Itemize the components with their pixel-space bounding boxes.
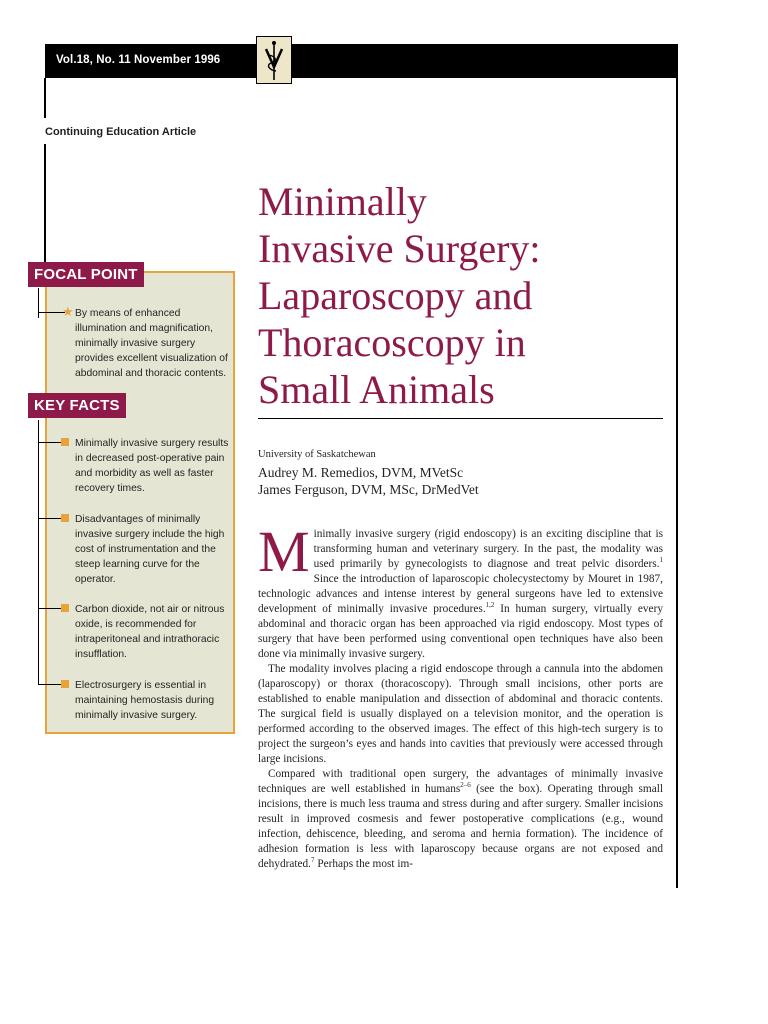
square-bullet-icon [61, 514, 69, 522]
square-bullet-icon [61, 680, 69, 688]
sidebar-connector [38, 420, 39, 685]
page-left-rule-lower [44, 144, 46, 262]
bullet-leader [38, 442, 62, 443]
bullet-leader [38, 608, 62, 609]
drop-cap: M [258, 519, 310, 584]
article-category: Continuing Education Article [45, 126, 197, 138]
body-paragraph: Minimally invasive surgery (rigid endoscopy) is an exciting discipline that is transforming human and veterinary surgery. In the past, the modality was used primarily by gynecologists to diagnose and treat pelvic disorders.$^1$ Since the introduction of laparoscopic cholecystectomy by Mouret in 1987, technologic advances and intense interest by general surgeons have led to extensive development of minimally invasive procedures.$^{1,2}$ In human surgery, virtually every abdominal and thoracic organ has been approached via rigid endoscopy. Most types of surgery that have been performed using conventional open techniques have also been done via minimally invasive surgery. [258, 519, 663, 660]
bullet-leader [38, 518, 62, 519]
bullet-leader [38, 684, 62, 685]
title-line: Invasive Surgery: [258, 226, 541, 271]
key-fact: Disadvantages of minimally invasive surgery include the high cost of instrumentation and the steep learning curve for the operator. [75, 514, 225, 585]
focal-point-label: FOCAL POINT [28, 262, 144, 287]
key-fact: Carbon dioxide, not air or nitrous oxide, is recommended for intraperitoneal and intrathoracic insufflation. [75, 604, 225, 660]
caduceus-v-icon [256, 36, 292, 84]
article-title [258, 178, 658, 413]
bullet-leader [38, 312, 65, 313]
square-bullet-icon [61, 438, 69, 446]
affiliation: University of Saskatchewan [258, 449, 376, 460]
page-left-rule [44, 78, 46, 118]
author: Audrey M. Remedios, DVM, MVetSc [258, 465, 464, 480]
article-body [258, 519, 664, 872]
focal-point-text: By means of enhanced illumination and magnification, minimally invasive surgery provides excellent visualization of abdominal and thoracic contents. [75, 308, 228, 379]
star-icon: ★ [62, 304, 74, 319]
title-line: Thoracoscopy in [258, 320, 526, 365]
title-rule [258, 418, 663, 419]
body-paragraph: Compared with traditional open surgery, the advantages of minimally invasive techniques are well established in humans$^{2-6}$ (see the box). Operating through small incisions, there is much less trauma and stress during and after surgery. Smaller incisions result in improved cosmesis and fewer postoperative complications (e.g., wound infection, dehiscence, bleeding, and seroma and hernia formation). The incidence of adhesion formation is less with laparoscopy because organs are not exposed and dehydrated.$^7$ Perhaps the most im- [258, 768, 664, 870]
key-facts-label: KEY FACTS [28, 393, 126, 418]
key-fact: Electrosurgery is essential in maintaining hemostasis during minimally invasive surgery. [75, 680, 215, 721]
body-paragraph: The modality involves placing a rigid endoscope through a cannula into the abdomen (laparoscopy) or thorax (thoracoscopy). Through small incisions, other ports are established to enable manipulation and dissection of abdominal and thoracic contents. The surgical field is usually displayed on a television monitor, and the operation is performed according to the observed images. The effect of this high-tech surgery is to project the surgeon’s eyes and hands into cavities that previously were accessed through large incisions. [258, 663, 663, 765]
key-fact: Minimally invasive surgery results in decreased post-operative pain and morbidity as well as faster recovery times. [75, 438, 229, 494]
author: James Ferguson, DVM, MSc, DrMedVet [258, 482, 479, 497]
issue-info: Vol.18, No. 11 November 1996 [56, 54, 221, 66]
page-right-rule [676, 78, 678, 888]
title-line: Laparoscopy and [258, 273, 533, 318]
sidebar-connector [38, 288, 39, 318]
square-bullet-icon [61, 604, 69, 612]
title-line: Minimally [258, 179, 427, 224]
title-line: Small Animals [258, 367, 495, 412]
